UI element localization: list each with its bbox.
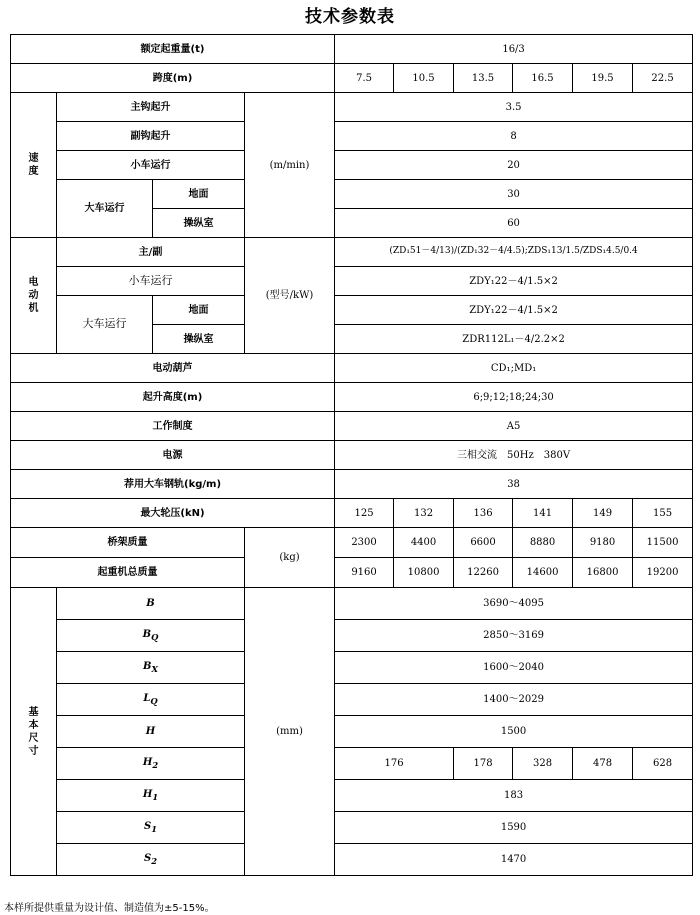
ground-label: 地面 <box>153 180 245 209</box>
hoist-label: 电动葫芦 <box>11 354 335 383</box>
wheel-load-value: 125 <box>335 499 394 528</box>
wheel-load-value: 132 <box>394 499 454 528</box>
dim-H2-value: 178 <box>454 748 513 780</box>
rated-load-label: 额定起重量(t) <box>11 35 335 64</box>
table-row <box>11 558 693 588</box>
motor-category <box>11 238 57 354</box>
table-row <box>11 296 693 325</box>
dim-S1-subscript: 1 <box>151 823 158 834</box>
ground-motor-value: ZDY₁22－4/1.5×2 <box>335 296 693 325</box>
power-label: 电源 <box>11 441 335 470</box>
dim-B-value: 3690～4095 <box>335 588 693 620</box>
dim-BX-value: 1600～2040 <box>335 652 693 684</box>
table-row <box>11 716 693 748</box>
table-row <box>11 780 693 812</box>
motor-category-label: 电动机 <box>28 277 39 314</box>
table-row <box>11 412 693 441</box>
table-row <box>11 64 693 93</box>
dim-H2-subscript: 2 <box>152 759 159 770</box>
span-value: 19.5 <box>573 64 633 93</box>
dim-S1-value: 1590 <box>335 812 693 844</box>
trolley-motor-label: 小车运行 <box>57 267 245 296</box>
dim-BQ-value: 2850～3169 <box>335 620 693 652</box>
wheel-load-value: 149 <box>573 499 633 528</box>
table-row <box>11 470 693 499</box>
total-mass-value: 16800 <box>573 558 633 588</box>
span-label: 跨度(m) <box>11 64 335 93</box>
span-value: 13.5 <box>454 64 513 93</box>
span-value: 10.5 <box>394 64 454 93</box>
rated-load-value: 16/3 <box>335 35 693 64</box>
bridge-mass-label: 桥架质量 <box>11 528 245 558</box>
power-value: 三相交流 50Hz 380V <box>335 441 693 470</box>
wheel-load-value: 155 <box>633 499 693 528</box>
ground-speed: 30 <box>335 180 693 209</box>
wheel-load-value: 141 <box>513 499 573 528</box>
table-row <box>11 441 693 470</box>
table-row <box>11 35 693 64</box>
dim-H1-label: $H_1$ <box>57 780 245 812</box>
span-value: 22.5 <box>633 64 693 93</box>
dim-H-label: H <box>57 716 245 748</box>
table-row <box>11 499 693 528</box>
table-row <box>11 93 693 122</box>
total-mass-label: 起重机总质量 <box>11 558 245 588</box>
mass-unit: (kg) <box>245 528 335 588</box>
rail-value: 38 <box>335 470 693 499</box>
trolley-speed: 20 <box>335 151 693 180</box>
cab-label: 操纵室 <box>153 209 245 238</box>
bridge-mass-value: 6600 <box>454 528 513 558</box>
aux-hook-speed: 8 <box>335 122 693 151</box>
rail-label: 荐用大车钢轨(kg/m) <box>11 470 335 499</box>
dim-BQ-subscript: Q <box>151 631 159 642</box>
wheel-load-label: 最大轮压(kN) <box>11 499 335 528</box>
lift-height-value: 6;9;12;18;24;30 <box>335 383 693 412</box>
table-row <box>11 528 693 558</box>
lift-height-label: 起升高度(m) <box>11 383 335 412</box>
span-value: 7.5 <box>335 64 394 93</box>
table-row <box>11 812 693 844</box>
table-row <box>11 748 693 780</box>
table-row <box>11 383 693 412</box>
dim-H2-value: 628 <box>633 748 693 780</box>
total-mass-value: 19200 <box>633 558 693 588</box>
table-row <box>11 354 693 383</box>
main-aux-motor-label: 主/副 <box>57 238 245 267</box>
dim-H1-value: 183 <box>335 780 693 812</box>
dim-S2-subscript: 2 <box>151 855 158 866</box>
trolley-motor-value: ZDY₁22－4/1.5×2 <box>335 267 693 296</box>
total-mass-value: 14600 <box>513 558 573 588</box>
table-row <box>11 684 693 716</box>
main-hook-label: 主钩起升 <box>57 93 245 122</box>
trolley-speed-label: 小车运行 <box>57 151 245 180</box>
bridge-mass-value: 11500 <box>633 528 693 558</box>
ground-motor-label: 地面 <box>153 296 245 325</box>
table-row <box>11 267 693 296</box>
bridge-mass-value: 2300 <box>335 528 394 558</box>
duty-value: A5 <box>335 412 693 441</box>
hoist-value: CD₁;MD₁ <box>335 354 693 383</box>
table-row <box>11 122 693 151</box>
bridge-mass-value: 9180 <box>573 528 633 558</box>
footnote: 本样所提供重量为设计值、制造值为±5-15%。 <box>4 903 215 914</box>
total-mass-value: 10800 <box>394 558 454 588</box>
bridge-mass-value: 8880 <box>513 528 573 558</box>
page-title: 技术参数表 <box>305 7 395 27</box>
main-aux-motor-value: (ZD₁51－4/13)/(ZD₁32－4/4.5);ZDS₁13/1.5/ZDS₁4.5/0.4 <box>335 238 693 267</box>
speed-category <box>11 93 57 238</box>
dim-BX-label: $B_X$ <box>57 652 245 684</box>
table-row <box>11 620 693 652</box>
dim-H2-label: $H_2$ <box>57 748 245 780</box>
dims-category <box>11 588 57 876</box>
dim-S2-value: 1470 <box>335 844 693 876</box>
table-row <box>11 652 693 684</box>
dim-BQ-label: $B_Q$ <box>57 620 245 652</box>
table-row <box>11 151 693 180</box>
table-row <box>11 844 693 876</box>
duty-label: 工作制度 <box>11 412 335 441</box>
dims-category-label: 基本尺寸 <box>28 706 39 757</box>
table-row <box>11 588 693 620</box>
dim-H-value: 1500 <box>335 716 693 748</box>
wheel-load-value: 136 <box>454 499 513 528</box>
dim-LQ-value: 1400～2029 <box>335 684 693 716</box>
table-row <box>11 180 693 209</box>
dim-LQ-label: $L_Q$ <box>57 684 245 716</box>
bridge-mass-value: 4400 <box>394 528 454 558</box>
span-value: 16.5 <box>513 64 573 93</box>
dim-H2-value: 478 <box>573 748 633 780</box>
dim-S1-label: $S_1$ <box>57 812 245 844</box>
dim-BX-subscript: X <box>151 663 158 674</box>
dim-B-label: B <box>57 588 245 620</box>
dim-H2-value: 328 <box>513 748 573 780</box>
crane-travel-speed-label: 大车运行 <box>57 180 153 238</box>
cab-speed: 60 <box>335 209 693 238</box>
table-row <box>11 238 693 267</box>
dims-unit: (mm) <box>245 588 335 876</box>
total-mass-value: 9160 <box>335 558 394 588</box>
dim-H2-value: 176 <box>335 748 454 780</box>
crane-travel-motor-label: 大车运行 <box>57 296 153 354</box>
cab-motor-value: ZDR112L₁－4/2.2×2 <box>335 325 693 354</box>
dim-H1-subscript: 1 <box>152 791 159 802</box>
dim-LQ-subscript: Q <box>150 695 158 706</box>
cab-motor-label: 操纵室 <box>153 325 245 354</box>
motor-unit: (型号/kW) <box>245 238 335 354</box>
total-mass-value: 12260 <box>454 558 513 588</box>
main-hook-speed: 3.5 <box>335 93 693 122</box>
dim-S2-label: $S_2$ <box>57 844 245 876</box>
spec-table <box>10 34 693 876</box>
speed-category-label: 速度 <box>28 153 39 177</box>
speed-unit: (m/min) <box>245 93 335 238</box>
aux-hook-label: 副钩起升 <box>57 122 245 151</box>
